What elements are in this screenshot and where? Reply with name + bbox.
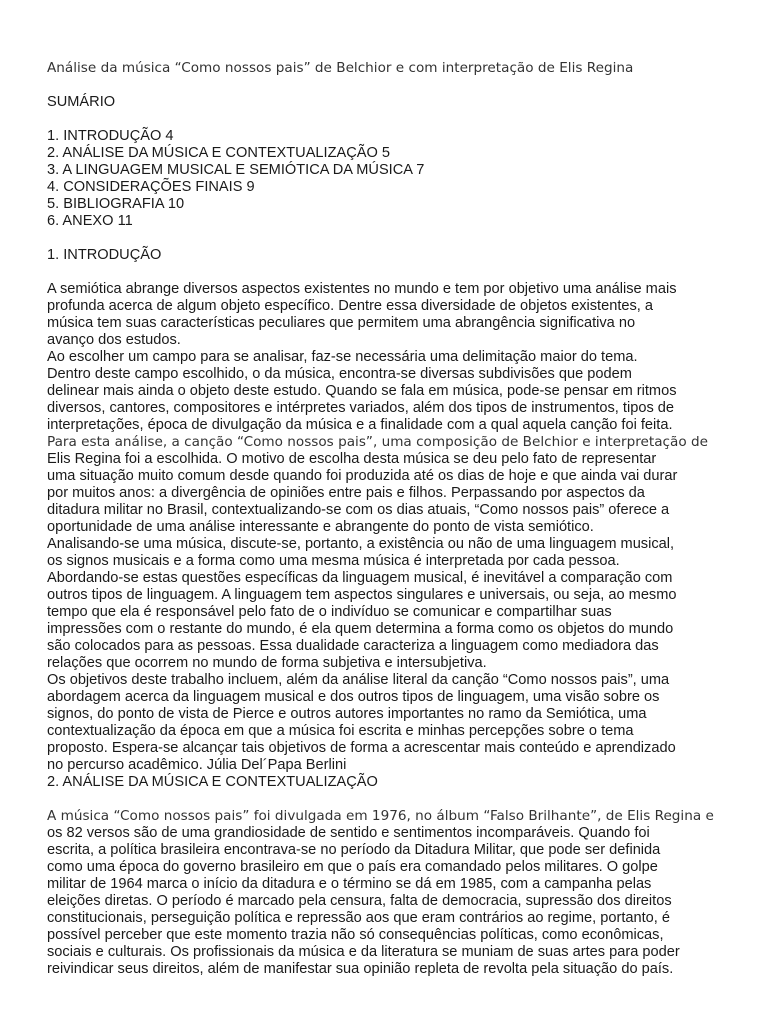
section-body-analise (47, 808, 737, 978)
text-line: impressões com o restante do mundo, é ela quem determina a forma como os objetos do mundo (47, 621, 674, 637)
summary-item: 1. INTRODUÇÃO 4 (47, 128, 174, 144)
text-line: profunda acerca de algum objeto específico. Dentre essa diversidade de objetos existentes, a (47, 298, 654, 314)
text-line: como uma época do governo brasileiro em que o país era comandado pelos militares. O golpe (47, 859, 658, 875)
text-line: constitucionais, perseguição política e repressão aos que eram contrários ao regime, portanto, é (47, 910, 671, 926)
section-heading-analise: 2. ANÁLISE DA MÚSICA E CONTEXTUALIZAÇÃO (47, 774, 378, 790)
text-line: Para esta análise, a canção “Como nossos pais”, uma composição de Belchior e interpretação de (47, 434, 708, 450)
summary-item: 3. A LINGUAGEM MUSICAL E SEMIÓTICA DA MÚSICA 7 (47, 162, 425, 178)
text-line: signos, do ponto de vista de Pierce e outros autores importantes no ramo da Semiótica, uma (47, 706, 647, 722)
summary-heading: SUMÁRIO (47, 94, 116, 110)
text-line: são colocados para as pessoas. Essa dualidade caracteriza a linguagem como mediadora das (47, 638, 659, 654)
text-line: delinear mais ainda o objeto deste estudo. Quando se fala em música, pode-se pensar em ritmos (47, 383, 677, 399)
text-line: ditadura militar no Brasil, contextualizando-se com os dias atuais, “Como nossos pais” oferece a (47, 502, 670, 518)
document-title: Análise da música “Como nossos pais” de Belchior e com interpretação de Elis Regina (47, 60, 634, 76)
document-page (47, 60, 737, 978)
text-line: contextualização da época em que a música foi escrita e minhas percepções sobre o tema (47, 723, 634, 739)
text-line: escrita, a política brasileira encontrava-se no período da Ditadura Militar, que pode ser definida (47, 842, 661, 858)
text-line: abordagem acerca da linguagem musical e dos outros tipos de linguagem, uma visão sobre os (47, 689, 660, 705)
section-heading-introducao: 1. INTRODUÇÃO (47, 247, 162, 263)
text-line: A música “Como nossos pais” foi divulgada em 1976, no álbum “Falso Brilhante”, de Elis Regina e (47, 808, 714, 824)
text-line: Abordando-se estas questões específicas da linguagem musical, é inevitável a comparação com (47, 570, 673, 586)
text-line: Ao escolher um campo para se analisar, faz-se necessária uma delimitação maior do tema. (47, 349, 638, 365)
text-line: Dentro deste campo escolhido, o da música, encontra-se diversas subdivisões que podem (47, 366, 632, 382)
text-line: diversos, cantores, compositores e intérpretes variados, além dos tipos de instrumentos, tipos de (47, 400, 675, 416)
text-line: no percurso acadêmico. Júlia Del´Papa Berlini (47, 757, 347, 773)
text-line: proposto. Espera-se alcançar tais objetivos de forma a acrescentar mais conteúdo e aprendizado (47, 740, 676, 756)
text-line: relações que ocorrem no mundo de forma subjetiva e intersubjetiva. (47, 655, 487, 671)
text-line: Elis Regina foi a escolhida. O motivo de escolha desta música se deu pelo fato de representar (47, 451, 657, 467)
text-line: outros tipos de linguagem. A linguagem tem aspectos singulares e universais, ou seja, ao mesmo (47, 587, 677, 603)
summary-list (47, 128, 737, 230)
text-line: Analisando-se uma música, discute-se, portanto, a existência ou não de uma linguagem musical, (47, 536, 675, 552)
summary-item: 6. ANEXO 11 (47, 213, 133, 229)
text-line: oportunidade de uma análise interessante e abrangente do ponto de vista semiótico. (47, 519, 594, 535)
text-line: os 82 versos são de uma grandiosidade de sentido e sentimentos incomparáveis. Quando foi (47, 825, 650, 841)
summary-item: 2. ANÁLISE DA MÚSICA E CONTEXTUALIZAÇÃO 5 (47, 145, 391, 161)
text-line: interpretações, época de divulgação da música e a finalidade com a qual aquela canção foi feita. (47, 417, 673, 433)
summary-item: 5. BIBLIOGRAFIA 10 (47, 196, 185, 212)
text-line: reivindicar seus direitos, além de manifestar sua opinião repleta de revolta pela situação do país. (47, 961, 674, 977)
section-body-introducao (47, 281, 737, 774)
text-line: militar de 1964 marca o início da ditadura e o término se dá em 1985, com a campanha pelas (47, 876, 652, 892)
text-line: por muitos anos: a divergência de opiniões entre pais e filhos. Perpassando por aspectos da (47, 485, 645, 501)
summary-item: 4. CONSIDERAÇÕES FINAIS 9 (47, 179, 255, 195)
text-line: uma situação muito comum desde quando foi produzida até os dias de hoje e que ainda vai durar (47, 468, 678, 484)
text-line: Os objetivos deste trabalho incluem, além da análise literal da canção “Como nossos pais”, uma (47, 672, 670, 688)
text-line: possível perceber que este momento trazia não só consequências políticas, como econômicas, (47, 927, 664, 943)
text-line: os signos musicais e a forma como uma mesma música é interpretada por cada pessoa. (47, 553, 620, 569)
text-line: A semiótica abrange diversos aspectos existentes no mundo e tem por objetivo uma análise mais (47, 281, 677, 297)
text-line: sociais e culturais. Os profissionais da música e da literatura se muniam de suas artes para poder (47, 944, 680, 960)
text-line: eleições diretas. O período é marcado pela censura, falta de democracia, supressão dos direitos (47, 893, 672, 909)
text-line: tempo que ela é responsável pelo fato de o indivíduo se comunicar e compartilhar suas (47, 604, 612, 620)
text-line: avanço dos estudos. (47, 332, 181, 348)
text-line: música tem suas características peculiares que permitem uma abrangência significativa no (47, 315, 636, 331)
